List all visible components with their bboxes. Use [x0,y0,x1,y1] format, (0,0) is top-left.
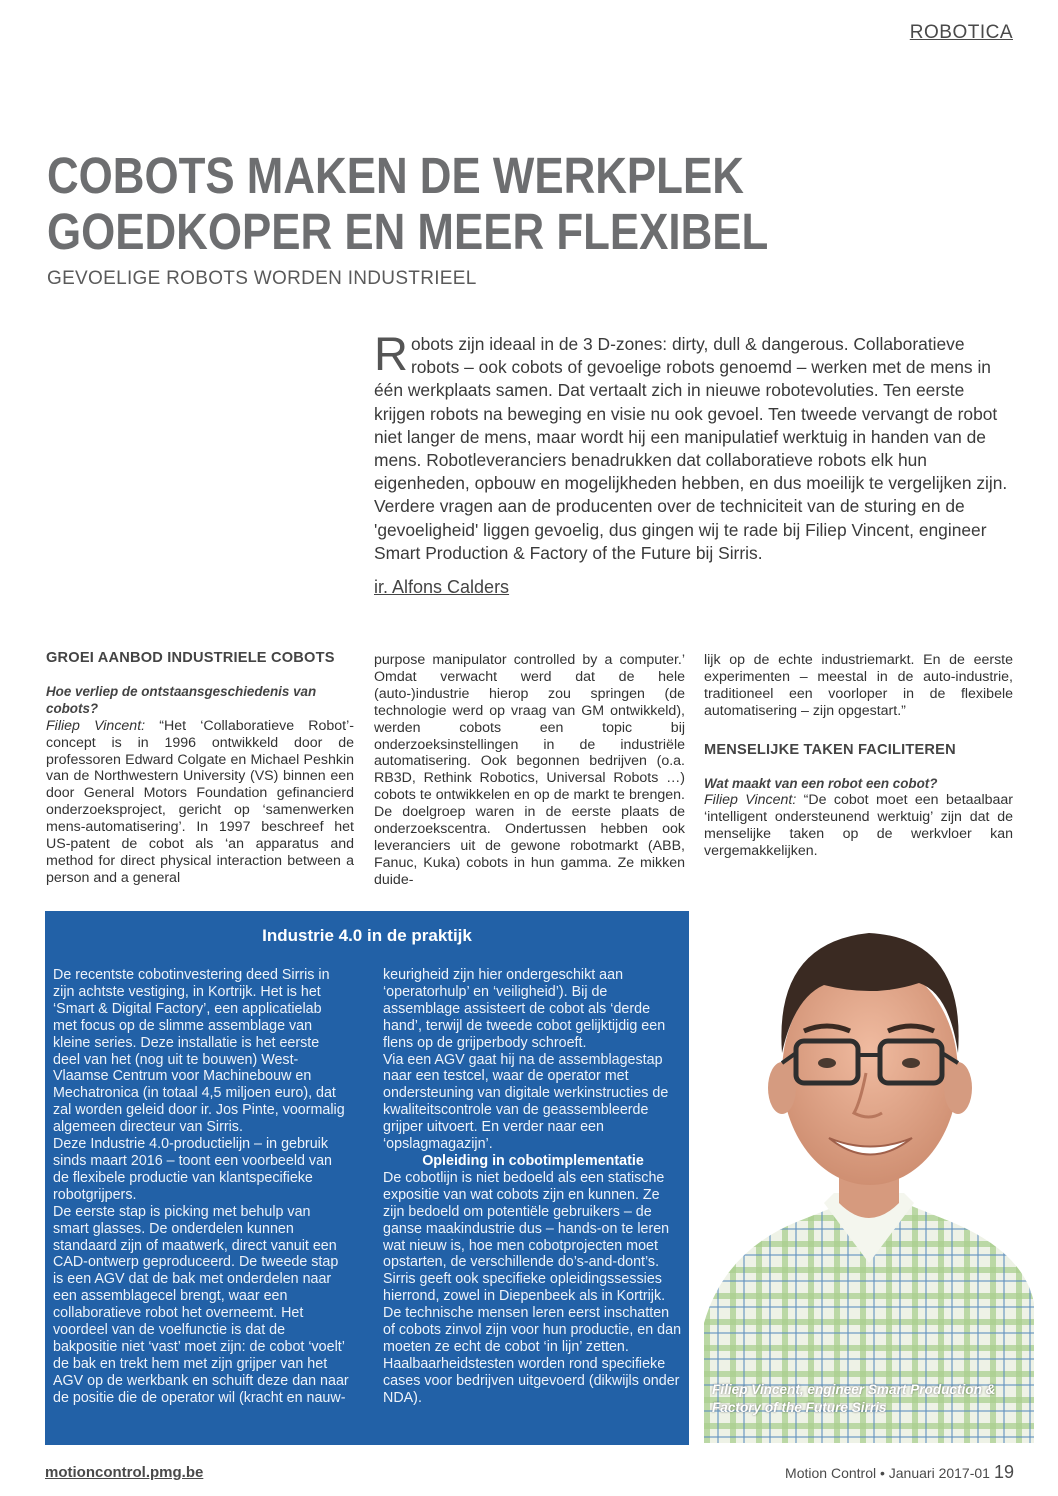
answer-text-end: lijk op de echte industriemarkt. En de eerste experimenten – meestal in de auto-industrie, traditioneel een voorloper in de flexibele automatisering – zijn opgestart.” [704,652,1013,719]
body-column-3 [704,652,1013,860]
sidebar-title: Industrie 4.0 in de praktijk [262,926,472,945]
interview-question-2: Wat maakt van een robot een cobot? [704,775,938,791]
page-footer [785,1462,1014,1483]
intro-text-continued: Verdere vragen aan de producenten over de techniciteit van de sturing en de 'gevoeligheid' liggen gevoelig, dus gingen wij te rade bij Filiep Vincent, engineer Smart Production & Factory of the Future bij Sirris. [374,496,987,563]
speaker-name-2: Filiep Vincent: [704,792,797,809]
sidebar-column-1 [53,967,349,1407]
answer-text-2: “De cobot moet een betaalbaar ‘intelligent ondersteunend werktuig’ zijn dat de menselijke taken op de werkvloer kan vergemakkelijken. [704,792,1013,860]
photo-caption: Filiep Vincent, engineer Smart Production & Factory of the Future Sirris [712,1382,996,1415]
answer-text: “Het ‘Collaboratieve Robot’-concept is in 1996 ontwikkeld door de professoren Edward Colgate en Michael Peshkin van de Northwestern University (VS) binnen een door General Motors Foundation gefinancierd onderzoeksproject, gericht op ‘samenwerken mens-automatisering’. In 1997 beschreef het US-patent de cobot als ‘an apparatus and method for direct physical interaction between a person and a general [46,717,354,886]
title-line-1: COBOTS MAKEN DE WERKPLEK [47,147,744,204]
portrait-illustration [704,903,1034,1443]
title-line-2: GOEDKOPER EN MEER FLEXIBEL [47,203,769,260]
sidebar-paragraph: De technische mensen leren eerst inschatten of cobots zinvol zijn voor hun productie, en dan moeten ze echt de cobot ‘in lijn’ zetten. Haalbaarheidstesten worden rond specifieke cases voor bedrijven uitgevoerd (dikwijls onder NDA). [383,1305,682,1406]
sidebar-paragraph: De recentste cobotinvestering deed Sirris in zijn achtste vestiging, in Kortrijk. Het is het ‘Smart & Digital Factory’, een applicatielab met focus op de slimme assemblage van kleine series. Deze installatie is het eerste deel van het (nog uit te bouwen) West-Vlaamse Centrum voor Machinebouw en Mechatronica (in totaal 4,5 miljoen euro), dat zal worden geleid door ir. Jos Pinte, voormalig algemeen directeur van Sirris. [53,967,345,1136]
page-number: 19 [993,1462,1014,1482]
body-column-2 [374,652,685,889]
website-link[interactable]: motioncontrol.pmg.be [45,1464,204,1481]
intro-paragraph [374,327,1014,565]
drop-cap: R [374,327,408,380]
sidebar-paragraph: De eerste stap is picking met behulp van smart glasses. De onderdelen kunnen standaard zijn of maatwerk, direct vanuit een CAD-ontwerp geproduceerd. De tweede stap is een AGV dat de bak met onderdelen naar een assemblagecel brengt, waar een collaboratieve robot het overneemt. Het voordeel van de voelfunctie is dat de bakpositie niet ‘vast’ moet zijn: de cobot ‘voelt’ de bak en trekt hem met zijn grijper van het AGV op de werkbank en schuift deze dan naar de positie die de operator wil (kracht en nauw- [53,1203,349,1406]
intro-text: obots zijn ideaal in de 3 D-zones: dirty, dull & dangerous. Collaboratieve robots – ook cobots of gevoelige robots genoemd – werken met de mens in één werkplaats samen. Dat vertaalt zich in nieuwe robotevoluties. Ten eerste krijgen robots na beweging en visie nu ook gevoel. Ten tweede vervangt de robot niet langer de mens, maar wordt hij een manipulatief werktuig in handen van de mens. Robotleveranciers benadrukken dat collaboratieve robots elk hun eigenheden, opbouw en mogelijkheden hebben, en dus moeilijk te vergelijken zijn. [374,334,1008,494]
sidebar-box [45,911,689,1445]
sidebar-paragraph: Deze Industrie 4.0-productielijn – in gebruik sinds maart 2016 – toont een voorbeeld van de flexibele productie van klantspecifieke robotgrijpers. [53,1136,332,1203]
section-heading: GROEI AANBOD INDUSTRIELE COBOTS [46,650,335,666]
sidebar-paragraph: keurigheid zijn hier ondergeschikt aan ‘operatorhulp’ en ‘veiligheid’). Bij de assemblage assisteert de cobot als ‘derde hand’, terwijl de tweede cobot gelijktijdig een flens op de grijperbody schroeft. [383,967,666,1051]
portrait-photo [704,903,1034,1443]
sidebar-subheading: Opleiding in cobotimplementatie [422,1152,644,1169]
issue-info: Motion Control • Januari 2017-01 [785,1465,990,1481]
author-byline[interactable]: ir. Alfons Calders [374,577,510,597]
interview-question: Hoe verliep de ontstaansgeschiedenis van cobots? [46,683,317,716]
body-column-1 [46,650,354,887]
speaker-name: Filiep Vincent: [46,717,146,734]
sidebar-paragraph: De cobotlijn is niet bedoeld als een statische expositie van wat cobots zijn en kunnen. Ze zijn bedoeld om potentiële gebruikers – de ganse maakindustrie dus – hands-on te leren wat nieuw is, hoe men cobotprojecten moet opstarten, de verschillende do’s-and-dont’s. [383,1169,670,1271]
article-title [47,148,821,260]
sidebar-paragraph: Via een AGV gaat hij na de assemblagestap naar een testcel, waar de operator met ondersteuning van digitale werkinstructies de kwaliteitscontrole van de geassembleerde grijper uitvoert. En verder naar een ‘opslagmagazijn’. [383,1051,669,1153]
article-subtitle: GEVOELIGE ROBOTS WORDEN INDUSTRIEEL [47,268,477,289]
section-heading-2: MENSELIJKE TAKEN FACILITEREN [704,741,956,758]
sidebar-column-2 [383,967,683,1407]
answer-text-continued: purpose manipulator controlled by a computer.’ Omdat verwacht werd dat de hele (auto-)industrie hierop zou springen (de technologie werd op vraag van GM ontwikkeld), werden cobots een topic bij onderzoeksinstellingen in de industriële automatisering. Ook begonnen bedrijven (o.a. RB3D, Rethink Robotics, Universal Robots …) cobots te ontwikkelen en op de markt te brengen. De doelgroep waren in de eerste plaats de onderzoekscentra. Ondertussen hebben ook leveranciers uit de gewone robotmarkt (ABB, Fanuc, Kuka) cobots in hun gamma. Ze mikken duide- [374,652,685,888]
section-tag: ROBOTICA [909,22,1013,43]
sidebar-paragraph: Sirris geeft ook specifieke opleidingssessies hierrond, zowel in Diepenbeek als in Kortrijk. [383,1271,666,1305]
